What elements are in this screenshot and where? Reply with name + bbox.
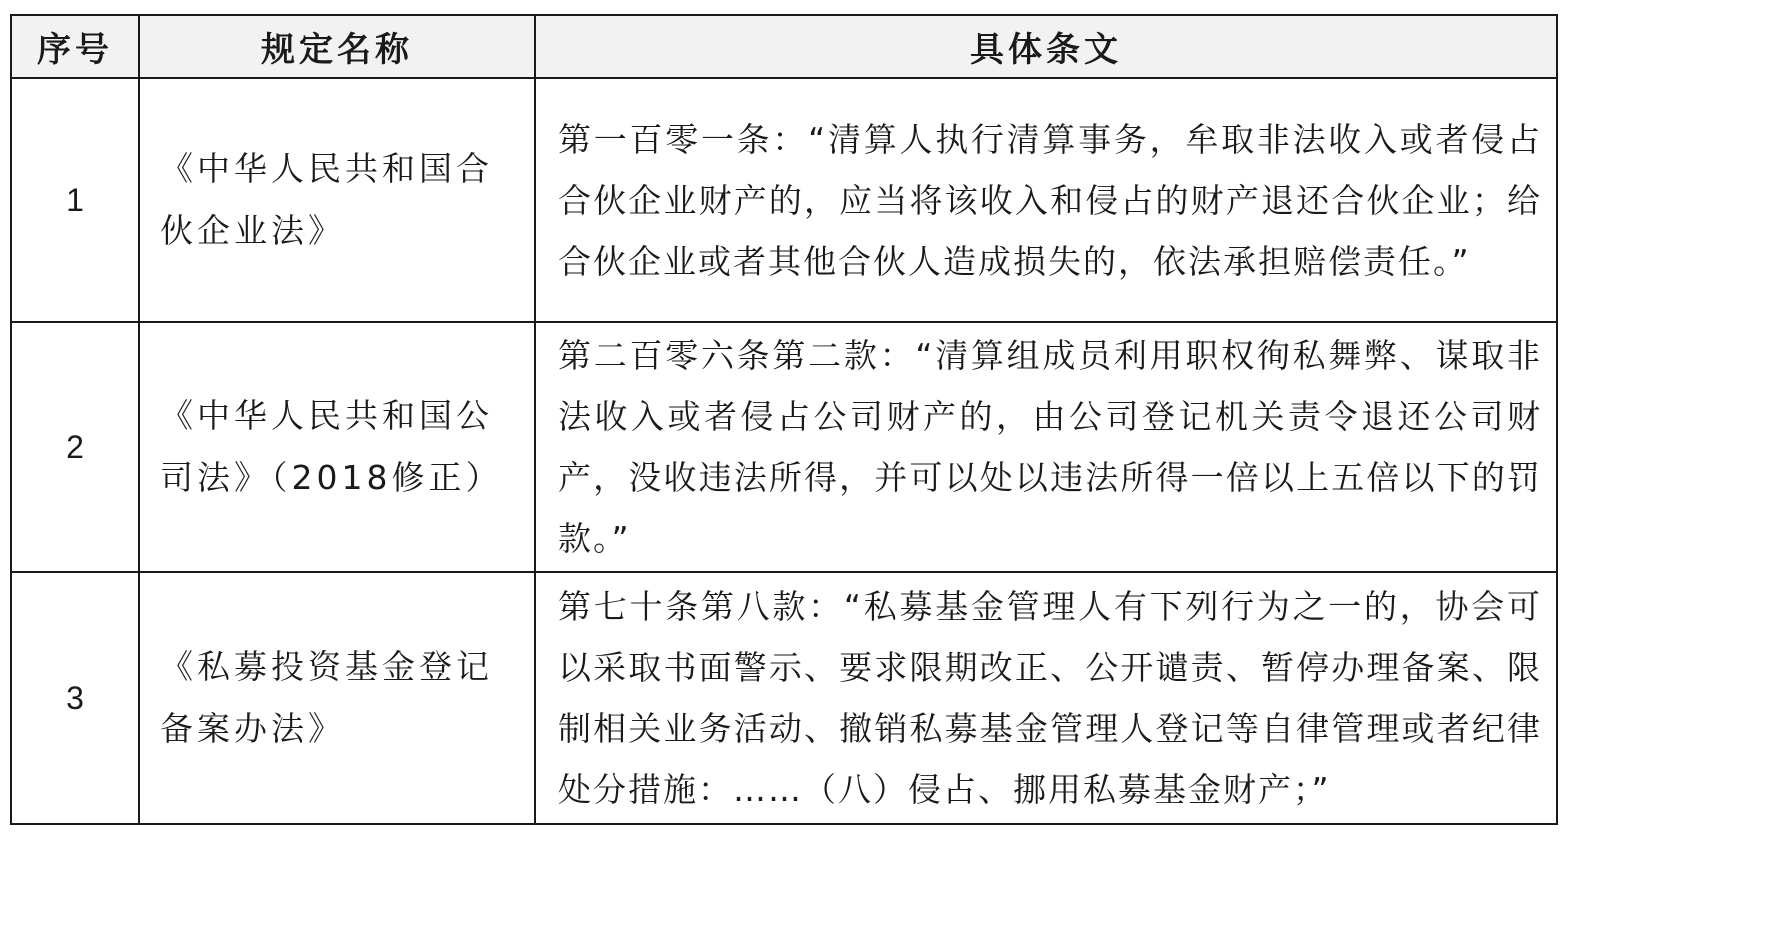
table-header: [11, 15, 1557, 78]
table-row: [11, 78, 1557, 322]
regulation-name-cell: [139, 572, 535, 824]
header-provision-text: 具体条文: [535, 15, 1557, 78]
row-number: 1: [11, 78, 139, 322]
provision-text: 第一百零一条：“清算人执行清算事务，牟取非法收入或者侵占合伙企业财产的，应当将该收入和侵占的财产退还合伙企业；给合伙企业或者其他合伙人造成损失的，依法承担赔偿责任。”: [558, 119, 1542, 281]
row-number: 2: [11, 322, 139, 572]
table-row: [11, 572, 1557, 824]
regulation-name: 《中华人民共和国合伙企业法》: [160, 149, 493, 250]
provision-text: 第七十条第八款：“私募基金管理人有下列行为之一的，协会可以采取书面警示、要求限期改正、公开谴责、暂停办理备案、限制相关业务活动、撤销私募基金管理人登记等自律管理或者纪律处分措施：……（八）侵占、挪用私募基金财产；”: [558, 587, 1542, 809]
regulation-name-cell: [139, 78, 535, 322]
header-row: [11, 15, 1557, 78]
header-regulation-name: 规定名称: [139, 15, 535, 78]
provision-text-cell: [535, 322, 1557, 572]
table-row: [11, 322, 1557, 572]
regulation-name: 《中华人民共和国公司法》（2018修正）: [160, 396, 503, 497]
regulation-name: 《私募投资基金登记备案办法》: [160, 647, 493, 748]
regulation-name-cell: [139, 322, 535, 572]
row-number: 3: [11, 572, 139, 824]
header-number: 序号: [11, 15, 139, 78]
table-body: [11, 78, 1557, 824]
provision-text-cell: [535, 78, 1557, 322]
provision-text-cell: [535, 572, 1557, 824]
provision-text: 第二百零六条第二款：“清算组成员利用职权徇私舞弊、谋取非法收入或者侵占公司财产的，由公司登记机关责令退还公司财产，没收违法所得，并可以处以违法所得一倍以上五倍以下的罚款。”: [558, 336, 1542, 558]
regulations-table: [10, 14, 1558, 825]
